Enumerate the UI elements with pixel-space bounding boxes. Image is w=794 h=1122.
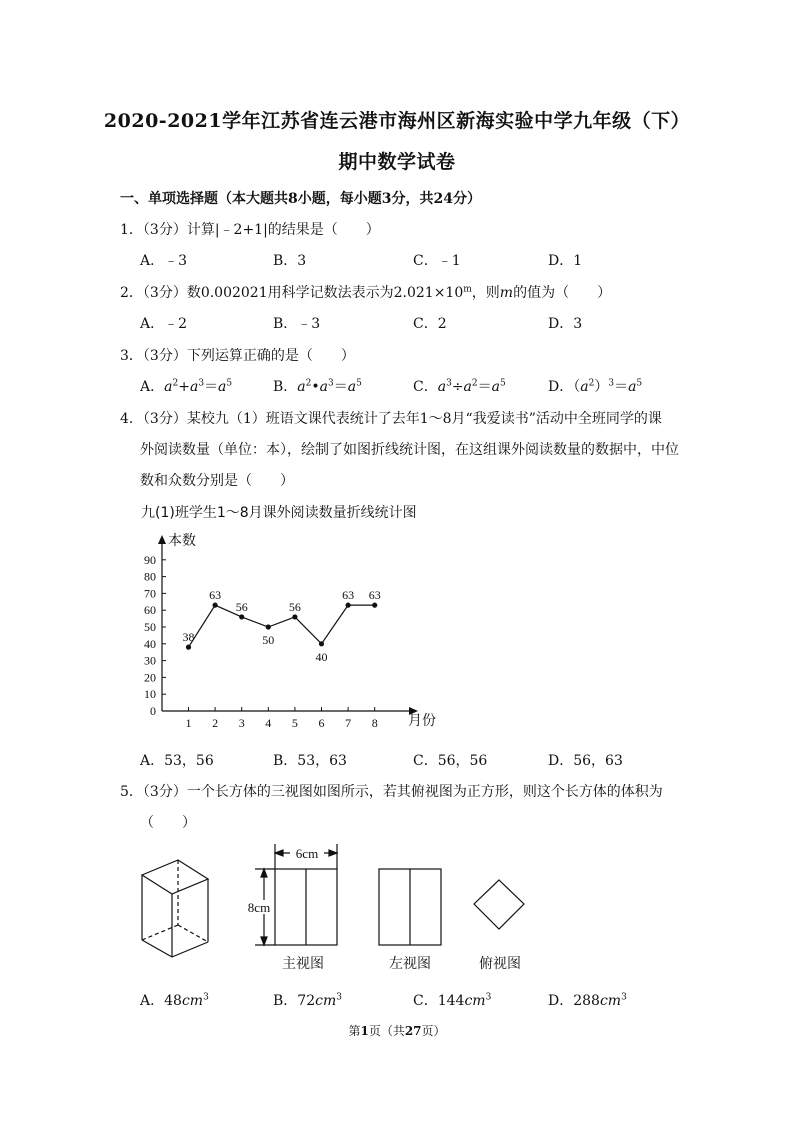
y-tick-label: 80 [144, 569, 156, 584]
data-point [292, 614, 297, 619]
data-point [266, 624, 271, 629]
x-tick-label: 7 [345, 716, 352, 730]
chart-title: 九(1)班学生1～8月课外阅读数量折线统计图 [141, 505, 417, 521]
page-footer: 第1页（共27页） [348, 1024, 446, 1038]
series-line [189, 605, 375, 647]
exam-title-line2: 期中数学试卷 [338, 151, 456, 173]
y-tick-label: 90 [144, 552, 156, 567]
data-label: 50 [262, 633, 275, 647]
left-view [379, 869, 441, 945]
q5-option-d: D．$288cm^3$ [548, 992, 627, 1009]
question-5-line1: 5．（3分）一个长方体的三视图如图所示，若其俯视图为正方形，则这个长方体的体积为 [120, 784, 663, 800]
q2-option-b: B．﹣3 [273, 316, 321, 332]
top-view-label: 俯视图 [479, 956, 521, 972]
q4-option-b: B．53，63 [273, 753, 347, 769]
question-5-line2: （ ） [140, 815, 196, 831]
q4-option-a: A．53，56 [140, 753, 214, 769]
dimension-height-label: 8cm [247, 900, 271, 915]
data-point [213, 603, 218, 608]
data-point [319, 641, 324, 646]
q3-option-b: B．$a^2•a^3=a^5$ [273, 378, 362, 395]
q3-option-a: A．$a^2+a^3=a^5$ [140, 378, 233, 395]
y-tick-label: 50 [144, 620, 156, 634]
q4-option-c: C．56，56 [413, 753, 488, 769]
y-axis-title: 本数 [168, 533, 196, 549]
q5-option-c: C．$144cm^3$ [413, 992, 492, 1009]
q2-option-c: C．2 [413, 316, 447, 332]
x-tick-label: 3 [238, 716, 245, 730]
data-point [186, 645, 191, 650]
y-tick-label: 30 [144, 653, 156, 668]
data-label: 40 [315, 649, 328, 664]
x-axis-title: 月份 [408, 713, 436, 729]
data-label: 63 [368, 588, 381, 603]
cuboid-figure [142, 860, 208, 957]
question-4-line3: 数和众数分别是（ ） [140, 473, 294, 489]
y-tick-label: 20 [144, 670, 156, 685]
q3-option-c: C．$a^3\div a^2=a^5$ [413, 378, 506, 395]
data-label: 56 [288, 599, 301, 614]
front-view-label: 主视图 [282, 956, 324, 972]
q1-option-c: C．﹣1 [413, 253, 461, 269]
line-chart [0, 525, 794, 765]
question-1-stem: 1．（3分）计算|﹣2+1|的结果是（ ） [120, 222, 380, 238]
y-tick-label: 60 [144, 603, 156, 618]
q1-option-a: A．﹣3 [140, 253, 188, 269]
data-point [372, 603, 377, 608]
q2-option-d: D．3 [548, 316, 583, 332]
data-label: 56 [235, 599, 248, 614]
question-4-line2: 外阅读数量（单位：本），绘制了如图折线统计图，在这组课外阅读数量的数据中，中位 [140, 442, 679, 458]
q3-option-d: D．$(a^2)^3=a^5$ [548, 378, 643, 395]
three-view-figure [0, 838, 794, 978]
data-label: 63 [209, 588, 222, 603]
x-tick-label: 2 [212, 716, 219, 730]
y-tick-label: 0 [150, 704, 156, 718]
y-tick-label: 40 [144, 636, 156, 651]
q5-option-a: A．$48cm^3$ [140, 992, 209, 1009]
section-heading: 一、单项选择题（本大题共8小题，每小题3分，共24分） [120, 191, 481, 207]
x-tick-label: 8 [371, 716, 378, 730]
question-2-stem: 2．（3分）数0.002021用科学记数法表示为$2.021\times 10^m$，则m的值为（ ） [120, 284, 612, 301]
x-tick-label: 6 [318, 716, 325, 730]
dimension-width-label: 6cm [295, 846, 319, 861]
question-4-line1: 4．（3分）某校九（1）班语文课代表统计了去年1～8月“我爱读书”活动中全班同学的课 [120, 411, 662, 427]
x-tick-label: 4 [265, 716, 272, 730]
top-view [474, 880, 524, 929]
y-axis-arrow [158, 535, 166, 544]
q2-option-a: A．﹣2 [140, 316, 188, 332]
data-point [239, 614, 244, 619]
q4-option-d: D．56，63 [548, 753, 623, 769]
q1-option-d: D．1 [548, 253, 583, 269]
data-label: 38 [182, 630, 195, 645]
exam-title-line1: 2020-2021学年江苏省连云港市海州区新海实验中学九年级（下） [103, 110, 691, 132]
x-tick-label: 5 [291, 716, 298, 730]
q5-option-b: B．$72cm^3$ [273, 992, 342, 1009]
q1-option-b: B．3 [273, 253, 307, 269]
y-tick-label: 70 [144, 586, 156, 601]
y-tick-label: 10 [144, 687, 156, 702]
question-3-stem: 3．（3分）下列运算正确的是（ ） [120, 348, 355, 364]
left-view-label: 左视图 [389, 956, 431, 972]
data-label: 63 [342, 588, 355, 603]
x-tick-label: 1 [185, 716, 192, 730]
data-point [346, 603, 351, 608]
